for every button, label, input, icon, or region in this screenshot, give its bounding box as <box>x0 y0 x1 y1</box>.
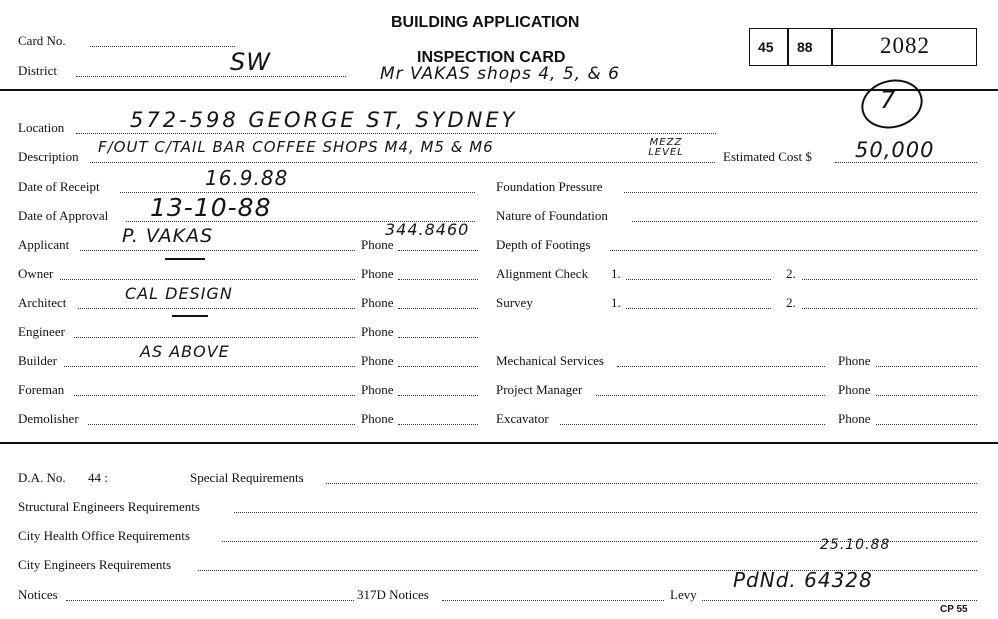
alignment-2-label: 2. <box>786 266 796 281</box>
engineer-field <box>74 337 355 338</box>
circled-number: 7 <box>880 86 897 114</box>
owner-phone-field <box>398 279 478 280</box>
header-divider <box>0 89 998 91</box>
nature-foundation-label: Nature of Foundation <box>496 208 608 223</box>
demolisher-label: Demolisher <box>18 411 79 426</box>
estimated-cost-label: Estimated Cost $ <box>723 149 812 164</box>
demolisher-phone-label: Phone <box>361 411 394 426</box>
structural-label: Structural Engineers Requirements <box>18 499 200 514</box>
description-value: F/OUT C/TAIL BAR COFFEE SHOPS M4, M5 & M6 <box>98 138 494 156</box>
project-manager-phone-field <box>876 395 977 396</box>
form-code: CP 55 <box>940 604 968 615</box>
architect-label: Architect <box>18 295 67 310</box>
district-field <box>76 76 346 77</box>
title-inspection-card: INSPECTION CARD <box>417 49 566 66</box>
excavator-field <box>560 424 825 425</box>
project-manager-label: Project Manager <box>496 382 583 397</box>
excavator-phone-field <box>876 424 977 425</box>
applicant-phone-value: 344.8460 <box>385 220 470 239</box>
applicant-phone-field <box>398 250 478 251</box>
estimated-cost-field <box>835 162 977 163</box>
engineer-label: Engineer <box>18 324 65 339</box>
card-number: 2082 <box>880 33 930 58</box>
owner-field <box>60 279 355 280</box>
city-engineers-value: 25.10.88 <box>820 537 891 553</box>
applicant-field <box>80 250 355 251</box>
architect-phone-field <box>398 308 478 309</box>
location-value: 572-598 GEORGE ST, SYDNEY <box>130 108 518 132</box>
location-label: Location <box>18 120 65 135</box>
date-approval-label: Date of Approval <box>18 208 109 223</box>
box-a-value: 45 <box>758 39 774 55</box>
description-extra: MEZZ LEVEL <box>648 137 684 158</box>
alignment-1-field <box>626 279 771 280</box>
da-no-value: 44 : <box>88 470 108 485</box>
alignment-check-label: Alignment Check <box>496 266 589 281</box>
builder-label: Builder <box>18 353 57 368</box>
depth-footings-label: Depth of Footings <box>496 237 591 252</box>
district-value: SW <box>230 48 271 76</box>
levy-label: Levy <box>670 587 697 602</box>
foreman-field <box>74 395 355 396</box>
applicant-label: Applicant <box>18 237 70 252</box>
foundation-pressure-label: Foundation Pressure <box>496 179 603 194</box>
levy-value: PdNd. 64328 <box>733 568 873 592</box>
survey-1-label: 1. <box>611 295 621 310</box>
builder-phone-field <box>398 366 478 367</box>
city-engineers-label: City Engineers Requirements <box>18 557 172 572</box>
nature-foundation-field <box>632 221 977 222</box>
architect-field <box>78 308 355 309</box>
date-receipt-value: 16.9.88 <box>205 166 289 190</box>
applicant-phone-label: Phone <box>361 237 394 252</box>
estimated-cost-value: 50,000 <box>855 138 935 162</box>
alignment-1-label: 1. <box>611 266 621 281</box>
section-divider <box>0 442 998 444</box>
structural-field <box>234 512 977 513</box>
engineer-phone-label: Phone <box>361 324 394 339</box>
date-receipt-label: Date of Receipt <box>18 179 100 194</box>
foreman-phone-label: Phone <box>361 382 394 397</box>
box-b-value: 88 <box>797 39 813 55</box>
builder-phone-label: Phone <box>361 353 394 368</box>
owner-label: Owner <box>18 266 54 281</box>
card-no-field <box>90 46 235 47</box>
date-approval-value: 13-10-88 <box>150 193 272 222</box>
builder-value: AS ABOVE <box>140 342 230 361</box>
project-manager-field <box>596 395 825 396</box>
notices-317d-label: 317D Notices <box>357 587 429 602</box>
district-label: District <box>18 63 57 78</box>
special-requirements-label: Special Requirements <box>190 470 304 485</box>
mechanical-phone-label: Phone <box>838 353 871 368</box>
survey-label: Survey <box>496 295 533 310</box>
title-building-application: BUILDING APPLICATION <box>391 14 580 31</box>
mechanical-phone-field <box>876 366 977 367</box>
depth-footings-field <box>610 250 977 251</box>
applicant-value: P. VAKAS <box>122 225 214 247</box>
engineer-phone-field <box>398 337 478 338</box>
architect-underline <box>172 315 208 317</box>
notices-317d-field <box>442 600 664 601</box>
description-label: Description <box>18 149 79 164</box>
foreman-label: Foreman <box>18 382 65 397</box>
project-manager-phone-label: Phone <box>838 382 871 397</box>
special-requirements-field <box>326 483 977 484</box>
description-field <box>90 162 715 163</box>
survey-2-field <box>802 308 977 309</box>
excavator-label: Excavator <box>496 411 549 426</box>
handwritten-title: Mr VAKAS shops 4, 5, & 6 <box>380 64 620 84</box>
card-no-label: Card No. <box>18 33 66 48</box>
excavator-phone-label: Phone <box>838 411 871 426</box>
notices-label: Notices <box>18 587 58 602</box>
alignment-2-field <box>802 279 977 280</box>
foreman-phone-field <box>398 395 478 396</box>
location-field <box>76 133 716 134</box>
demolisher-phone-field <box>398 424 478 425</box>
architect-phone-label: Phone <box>361 295 394 310</box>
builder-field <box>64 366 355 367</box>
survey-2-label: 2. <box>786 295 796 310</box>
levy-field <box>702 600 977 601</box>
owner-phone-label: Phone <box>361 266 394 281</box>
da-no-label: D.A. No. <box>18 470 66 485</box>
demolisher-field <box>88 424 355 425</box>
mechanical-field <box>617 366 825 367</box>
foundation-pressure-field <box>624 192 977 193</box>
architect-value: CAL DESIGN <box>125 284 233 303</box>
health-label: City Health Office Requirements <box>18 528 190 543</box>
mechanical-label: Mechanical Services <box>496 353 604 368</box>
survey-1-field <box>626 308 771 309</box>
notices-field <box>66 600 354 601</box>
applicant-underline <box>165 258 205 260</box>
